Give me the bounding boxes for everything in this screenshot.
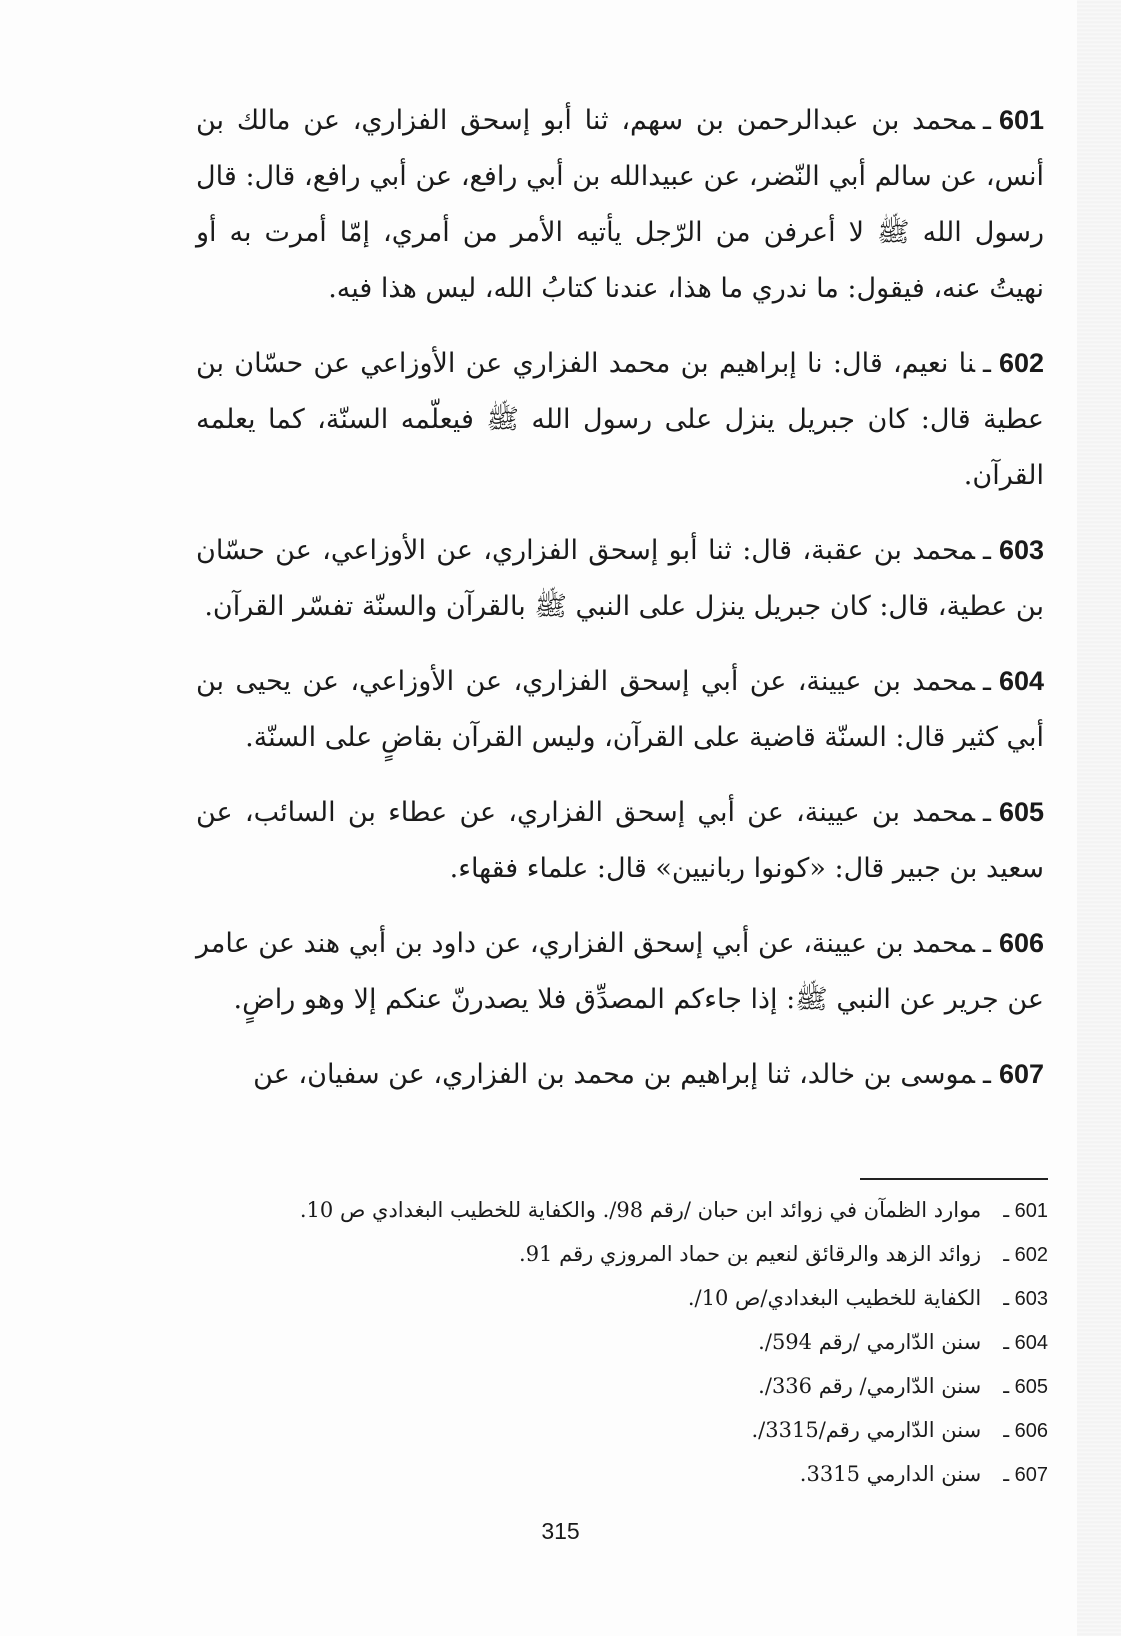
entry-text: محمد بن عبدالرحمن بن سهم، ثنا أبو إسحق الفزاري، عن مالك بن أنس، عن سالم أبي النّضر، عن عبيدالله بن أبي رافع، عن أبي رافع، قال: قال رسول الله ﷺ لا أعرفن من الرّجل يأتيه الأمر من أمري، إمّا أمرت به أو نهيتُ عنه، فيقول: ما ندري ما هذا، عندنا كتابُ الله، ليس هذا فيه. (196, 105, 1044, 304)
footnote-separator-rule (860, 1178, 1048, 1180)
footnote-605 (196, 1364, 1048, 1408)
entry-number: 602 (998, 348, 1044, 378)
footnote-text: سنن الدّارمي رقم/3315/. (751, 1418, 982, 1442)
entry-text: محمد بن عيينة، عن أبي إسحق الفزاري، عن داود بن أبي هند عن عامر عن جرير عن النبي ﷺ: إذا جاءكم المصدِّق فلا يصدرنّ عنكم إلا وهو راضٍ. (196, 928, 1044, 1015)
entry-dash: ـ (983, 535, 991, 566)
hadith-entry-602 (196, 335, 1044, 504)
footnote-607 (196, 1452, 1048, 1496)
footnote-number: 606 ـ (1003, 1420, 1048, 1442)
footnote-number: 601 ـ (1003, 1200, 1048, 1222)
footnote-602 (196, 1232, 1048, 1276)
footnote-number: 602 ـ (1003, 1244, 1048, 1266)
entry-dash: ـ (983, 928, 991, 959)
entry-number: 601 (998, 105, 1044, 135)
entry-text: محمد بن عقبة، قال: ثنا أبو إسحق الفزاري، عن الأوزاعي، عن حسّان بن عطية، قال: كان جبريل ينزل على النبي ﷺ بالقرآن والسنّة تفسّر القرآن. (196, 535, 1044, 622)
entry-number: 607 (998, 1059, 1044, 1089)
footnote-text: الكفاية للخطيب البغدادي/ص 10/. (687, 1286, 982, 1310)
footnotes-section (196, 1188, 1048, 1496)
hadith-entry-604 (196, 653, 1044, 766)
entry-text: محمد بن عيينة، عن أبي إسحق الفزاري، عن عطاء بن السائب، عن سعيد بن جبير قال: «كونوا ربانيين» قال: علماء فقهاء. (196, 797, 1044, 884)
entry-dash: ـ (983, 348, 991, 379)
page-number: 315 (541, 1518, 580, 1544)
footnote-number: 605 ـ (1003, 1376, 1048, 1398)
footnote-text: سنن الدّارمي/ رقم 336/. (758, 1374, 982, 1398)
entry-dash: ـ (983, 1059, 991, 1090)
footnote-number: 603 ـ (1003, 1288, 1048, 1310)
entry-dash: ـ (983, 666, 991, 697)
entry-number: 605 (998, 797, 1044, 827)
footnote-number: 607 ـ (1003, 1464, 1048, 1486)
footnote-text: زوائد الزهد والرقائق لنعيم بن حماد المروزي رقم 91. (519, 1242, 982, 1266)
hadith-entry-601 (196, 92, 1044, 317)
footnote-text: سنن الدّارمي /رقم 594/. (758, 1330, 982, 1354)
entry-text: موسى بن خالد، ثنا إبراهيم بن محمد بن الفزاري، عن سفيان، عن (253, 1059, 976, 1090)
entry-number: 603 (998, 535, 1044, 565)
footnote-number: 604 ـ (1003, 1332, 1048, 1354)
footnote-603 (196, 1276, 1048, 1320)
hadith-entry-605 (196, 784, 1044, 897)
footnote-604 (196, 1320, 1048, 1364)
footnote-606 (196, 1408, 1048, 1452)
page-edge-shading (1077, 0, 1121, 1636)
hadith-entry-606 (196, 915, 1044, 1028)
footnote-601 (196, 1188, 1048, 1232)
entry-number: 604 (998, 666, 1044, 696)
entry-text: نا نعيم، قال: نا إبراهيم بن محمد الفزاري عن الأوزاعي عن حسّان بن عطية قال: كان جبريل ينزل على رسول الله ﷺ فيعلّمه السنّة، كما يعلمه القرآن. (196, 348, 1044, 491)
footnote-text: موارد الظمآن في زوائد ابن حبان /رقم 98/. والكفاية للخطيب البغدادي ص 10. (299, 1198, 982, 1222)
entry-text: محمد بن عيينة، عن أبي إسحق الفزاري، عن الأوزاعي، عن يحيى بن أبي كثير قال: السنّة قاضية على القرآن، وليس القرآن بقاضٍ على السنّة. (196, 666, 1044, 753)
entry-dash: ـ (983, 105, 991, 136)
footnote-text: سنن الدارمي 3315. (799, 1462, 982, 1486)
hadith-entry-607 (196, 1046, 1044, 1103)
entry-number: 606 (998, 928, 1044, 958)
hadith-entry-603 (196, 522, 1044, 635)
hadith-text-body (196, 92, 1044, 1121)
entry-dash: ـ (983, 797, 991, 828)
